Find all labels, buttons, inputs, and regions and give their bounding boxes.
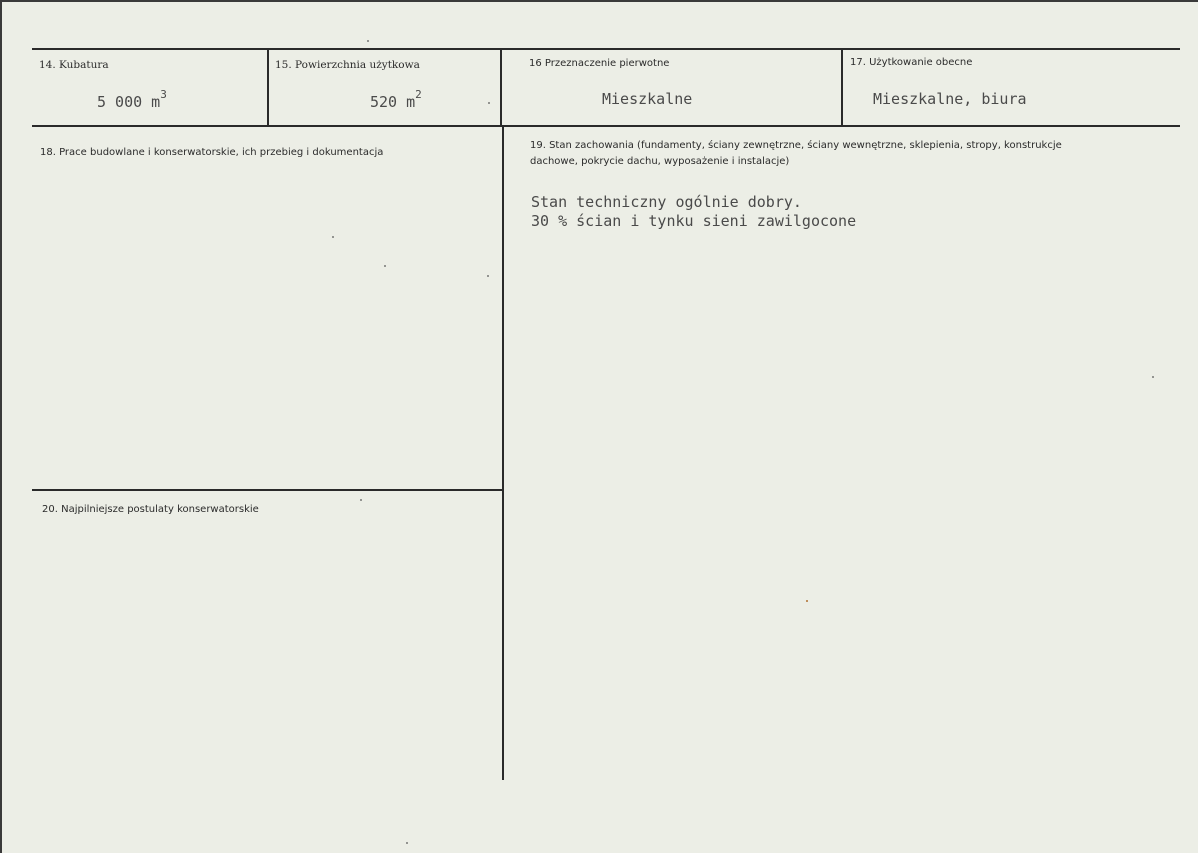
paper-speck [360, 499, 362, 501]
przeznaczenie-label: 16 Przeznaczenie pierwotne [529, 58, 670, 69]
paper-speck [367, 40, 369, 42]
paper-speck [384, 265, 386, 267]
section18-bottom-rule [32, 489, 502, 491]
paper-speck [1152, 376, 1154, 378]
stan-zachowania-line-2: 30 % ścian i tynku sieni zawilgocone [531, 212, 857, 230]
przeznaczenie-value: Mieszkalne [602, 90, 693, 108]
row1-bottom-rule [32, 125, 1180, 127]
kubatura-number: 5 000 m [97, 93, 161, 111]
stan-zachowania-label: 19. Stan zachowania (fundamenty, ściany zewnętrzne, ściany wewnętrzne, sklepienia, stropy, konstrukcje dachowe, pokrycie dachu, wyposażenie i instalacje) [530, 140, 1062, 167]
uzytkowanie-value: Mieszkalne, biura [873, 90, 1027, 108]
powierzchnia-exponent: 2 [415, 88, 422, 101]
paper-speck [406, 842, 408, 844]
divider-16-17 [841, 50, 843, 125]
paper-speck [487, 275, 489, 277]
divider-14-15 [267, 50, 269, 125]
paper-speck [488, 102, 490, 104]
divider-left-right [502, 127, 504, 780]
powierzchnia-value [370, 88, 422, 111]
kubatura-exponent: 3 [160, 88, 167, 101]
kubatura-label: 14. Kubatura [39, 59, 109, 71]
paper-speck [332, 236, 334, 238]
prace-budowlane-label: 18. Prace budowlane i konserwatorskie, ich przebieg i dokumentacja [40, 147, 384, 158]
uzytkowanie-label: 17. Użytkowanie obecne [850, 57, 973, 68]
top-rule [32, 48, 1180, 50]
powierzchnia-label: 15. Powierzchnia użytkowa [275, 59, 420, 71]
postulaty-label: 20. Najpilniejsze postulaty konserwatorskie [42, 504, 259, 515]
divider-15-16 [500, 50, 502, 125]
paper-speck [806, 600, 808, 602]
stan-zachowania-line-1: Stan techniczny ogólnie dobry. [531, 193, 802, 211]
powierzchnia-number: 520 m [370, 93, 416, 111]
kubatura-value [97, 88, 167, 111]
